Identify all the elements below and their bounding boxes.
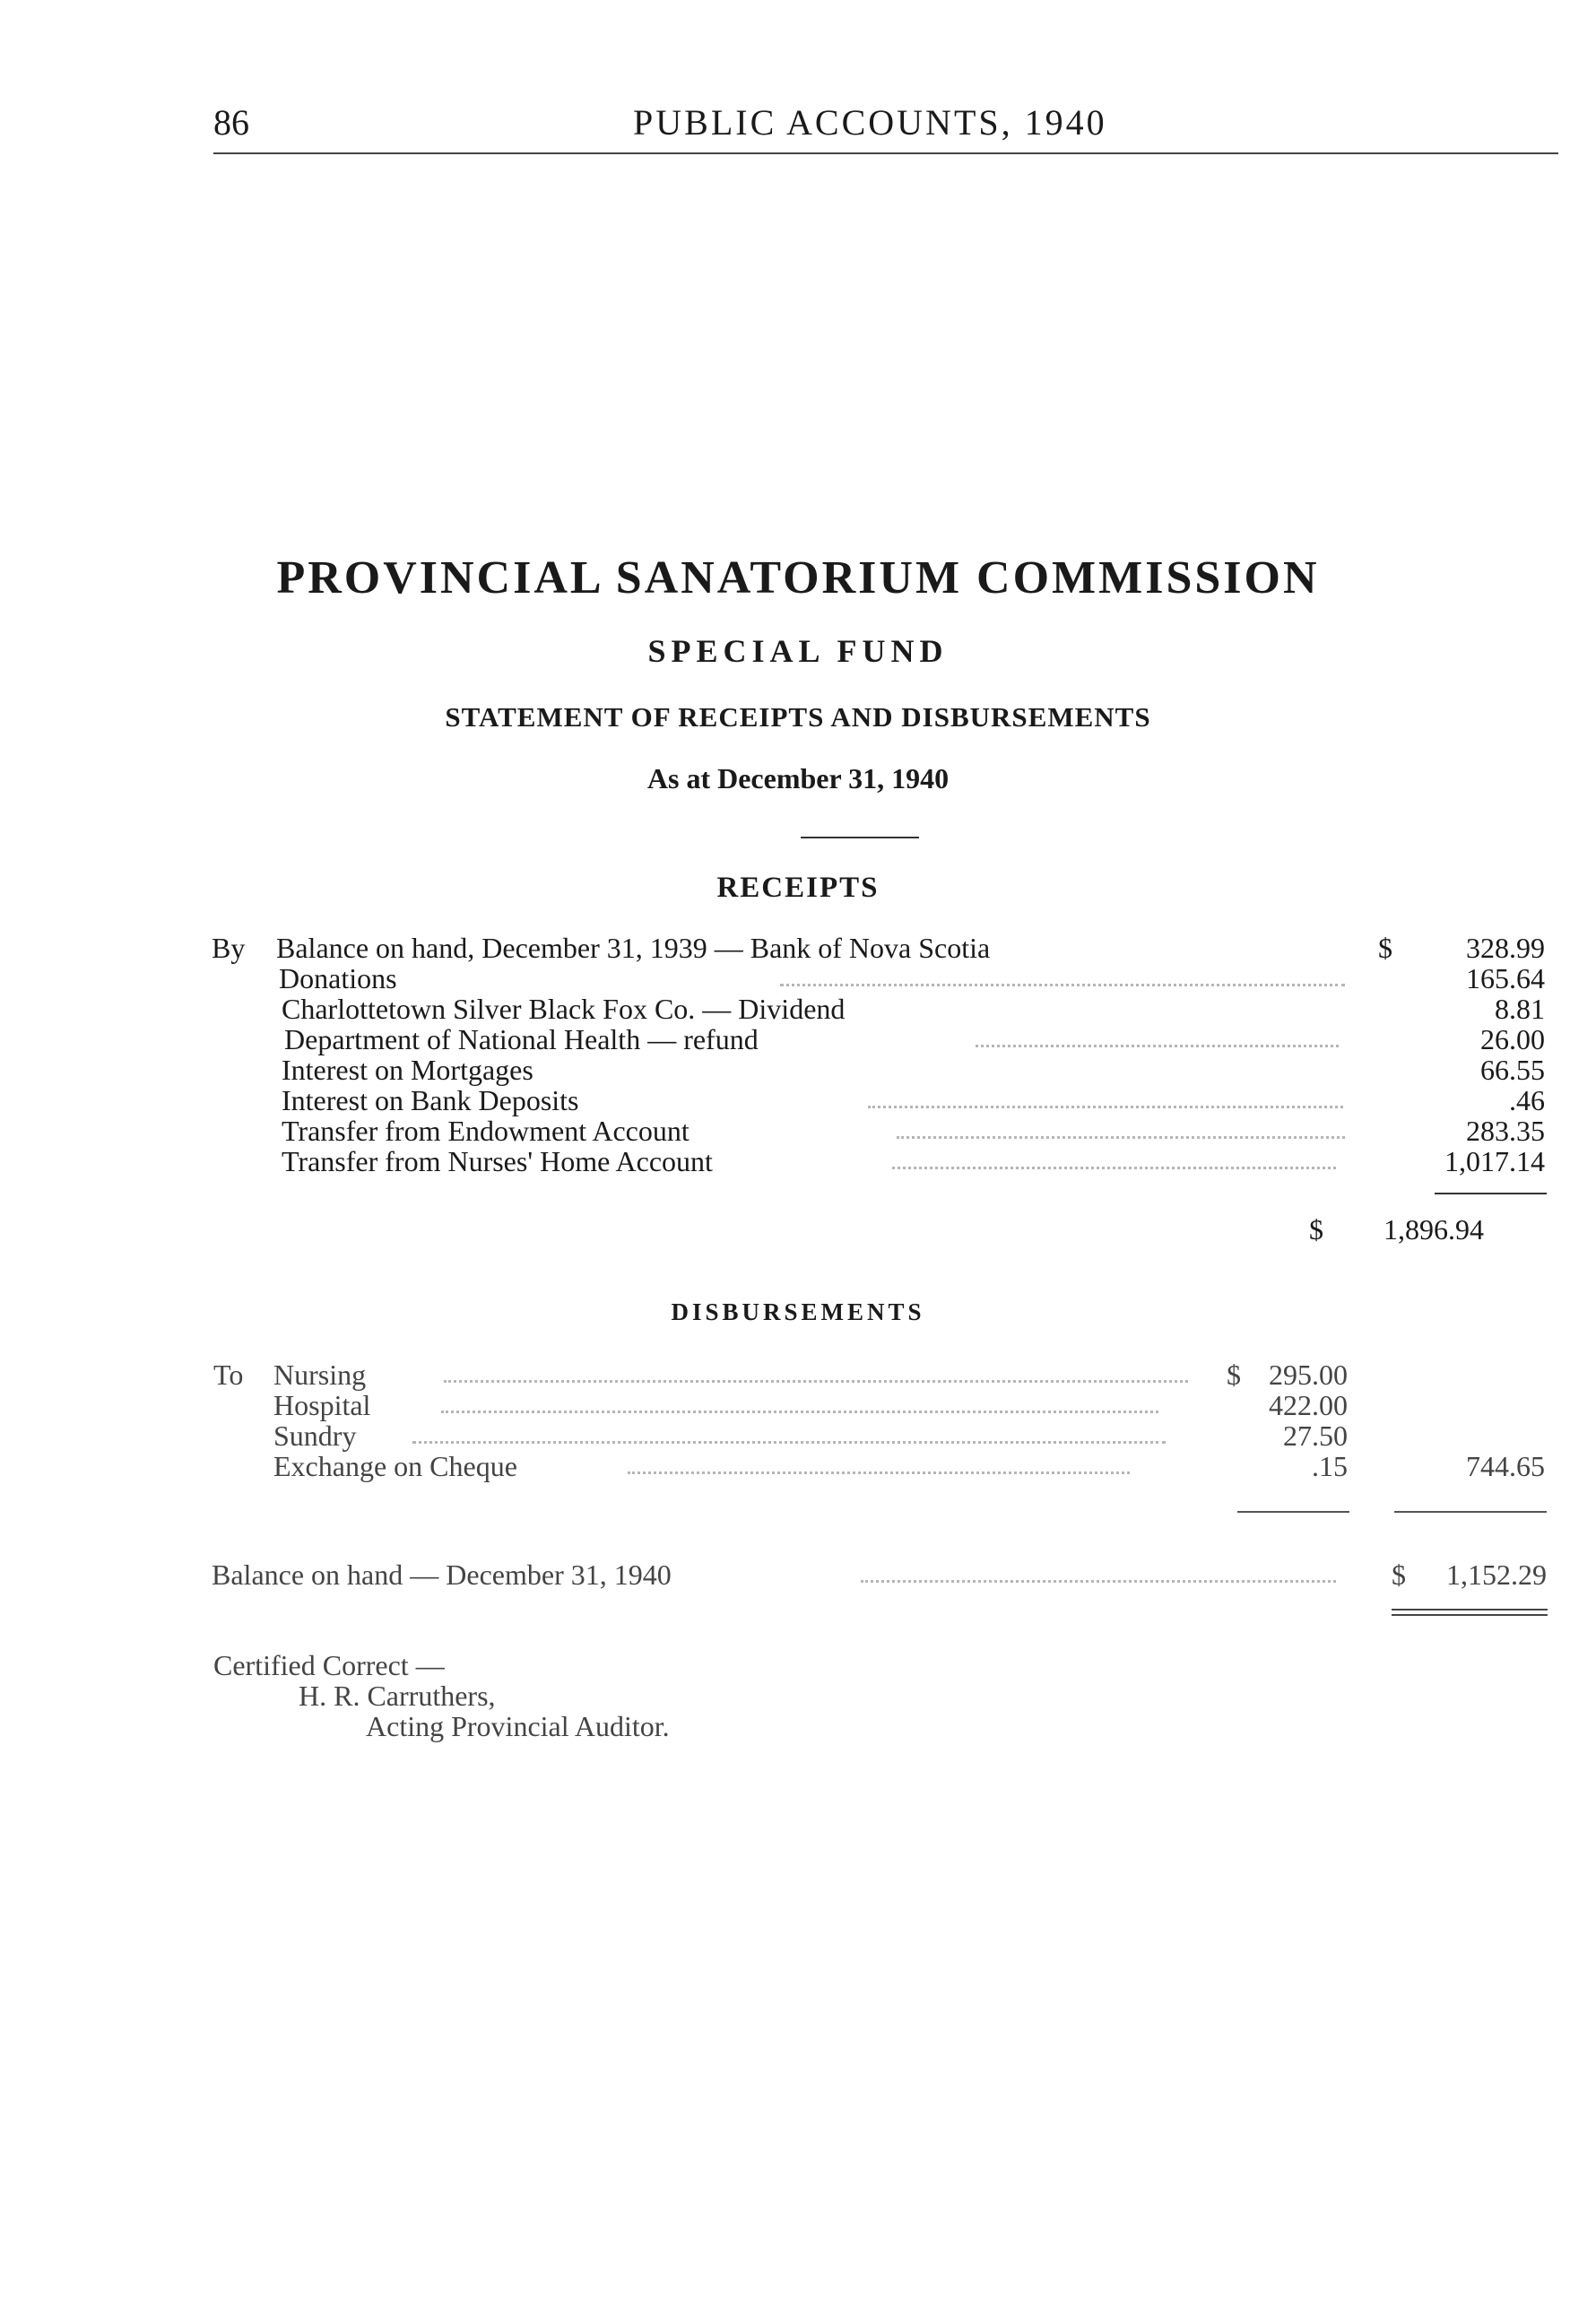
disbursement-label: Nursing [273,1359,367,1391]
statement-title: STATEMENT OF RECEIPTS AND DISBURSEMENTS [445,701,1151,733]
disbursement-amount: 27.50 [1283,1419,1348,1452]
disbursements-sum-rule [1237,1511,1349,1513]
disbursement-row [0,1359,1596,1391]
disbursement-amount: 295.00 [1269,1359,1348,1391]
as-at-date: As at December 31, 1940 [646,762,950,794]
receipt-amount: 283.35 [1466,1115,1545,1147]
receipt-label: Transfer from Endowment Account [282,1115,690,1147]
receipt-row [0,1023,1596,1055]
certified-line: Certified Correct — [213,1649,445,1681]
receipt-label: Interest on Bank Deposits [282,1084,579,1116]
receipt-amount: .46 [1509,1084,1545,1116]
receipt-row [0,962,1596,994]
dot-leader [412,1436,1166,1444]
receipts-sum-rule [1435,1193,1547,1194]
dot-leader [892,1161,1336,1169]
receipt-label: Interest on Mortgages [282,1054,533,1086]
dot-leader [897,1131,1345,1139]
receipt-label: Charlottetown Silver Black Fox Co. — Dividend [282,993,846,1025]
disbursement-label: Hospital [273,1389,371,1421]
disbursements-heading: DISBURSEMENTS [671,1298,925,1325]
disbursement-row [0,1389,1596,1421]
document-subtitle: SPECIAL FUND [647,633,949,669]
receipt-amount: 8.81 [1495,993,1545,1025]
receipt-row [0,932,1596,964]
dot-leader [444,1375,1188,1383]
receipt-label: Balance on hand, December 31, 1939 — Bank of Nova Scotia [276,932,991,964]
dot-leader [628,1466,1130,1474]
to-prefix: To [213,1359,244,1391]
receipts-total: 1,896.94 [1383,1213,1484,1246]
balance-amount: 1,152.29 [1446,1558,1547,1591]
disbursement-amount: 422.00 [1269,1389,1348,1421]
receipt-row [0,1115,1596,1147]
balance-label: Balance on hand — December 31, 1940 [212,1558,672,1591]
receipt-label: Department of National Health — refund [284,1023,759,1055]
receipt-row [0,1084,1596,1116]
receipt-amount: 1,017.14 [1444,1145,1545,1177]
receipt-row [0,1054,1596,1086]
title-rule [801,837,919,838]
receipt-amount: 328.99 [1466,932,1545,964]
receipt-label: Transfer from Nurses' Home Account [282,1145,713,1177]
header-rule [213,152,1558,154]
page-number: 86 [213,102,249,143]
receipt-label: Donations [279,962,397,994]
receipts-total-row [0,1213,1596,1246]
receipt-amount: 26.00 [1480,1023,1545,1055]
dot-leader [976,1039,1339,1047]
disbursement-amount: .15 [1312,1450,1348,1482]
balance-row [0,1558,1596,1591]
receipt-amount: 165.64 [1466,962,1545,994]
disbursement-label: Sundry [273,1419,357,1452]
balance-currency: $ [1392,1558,1406,1591]
running-title: PUBLIC ACCOUNTS, 1940 [633,102,1107,143]
disbursement-label: Exchange on Cheque [273,1450,517,1482]
receipt-row [0,993,1596,1025]
receipt-currency: $ [1378,932,1392,964]
auditor-title: Acting Provincial Auditor. [366,1710,670,1742]
disbursement-currency: $ [1227,1359,1241,1391]
by-prefix: By [212,932,246,964]
document-title: PROVINCIAL SANATORIUM COMMISSION [276,552,1320,603]
balance-double-rule-bottom [1392,1614,1548,1616]
dot-leader [441,1405,1158,1413]
receipt-amount: 66.55 [1480,1054,1545,1086]
disbursements-total-rule [1394,1511,1547,1513]
receipt-row [0,1145,1596,1177]
receipts-total-currency: $ [1309,1213,1323,1246]
balance-double-rule-top [1392,1609,1548,1610]
receipts-heading: RECEIPTS [716,872,880,904]
dot-leader [780,978,1345,986]
auditor-name: H. R. Carruthers, [299,1680,496,1712]
dot-leader [861,1575,1336,1583]
disbursements-total: 744.65 [1466,1450,1545,1482]
dot-leader [868,1100,1343,1108]
disbursement-row [0,1419,1596,1452]
disbursement-row [0,1450,1596,1482]
